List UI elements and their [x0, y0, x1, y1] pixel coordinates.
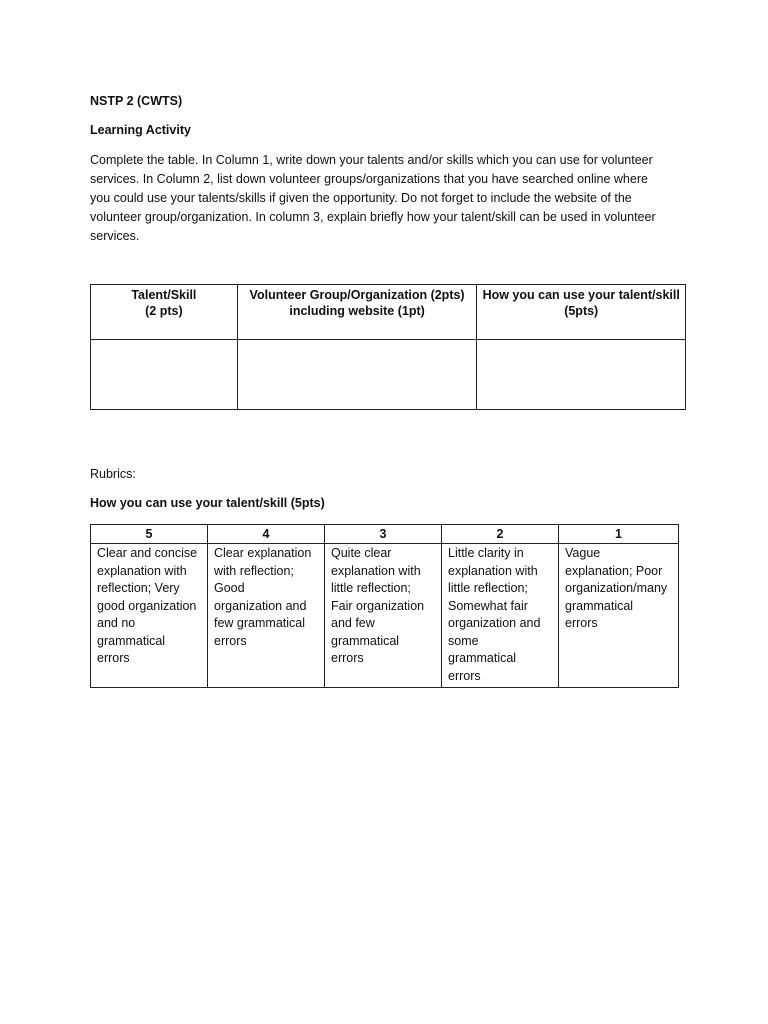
- activity-header-row: [91, 285, 686, 340]
- instructions-line: volunteer group/organization. In column 3, explain briefly how your talent/skill can be used in volunteer: [90, 210, 656, 224]
- description-line: Clear and concise: [97, 546, 198, 560]
- description-line: explanation with: [331, 563, 421, 578]
- description-line: Good: [214, 581, 245, 595]
- instructions-line: services. In Column 2, list down volunteer groups/organizations that you have searched online where: [90, 172, 648, 186]
- header-line: Volunteer Group/Organization (2pts): [249, 288, 465, 302]
- rubrics-label: Rubrics:: [90, 467, 136, 481]
- header-volunteer-group: [237, 285, 477, 340]
- description-score-4: [208, 544, 325, 688]
- activity-table: [90, 284, 686, 410]
- score-3: 3: [325, 525, 442, 544]
- rubric-table: [90, 524, 679, 688]
- course-title: NSTP 2 (CWTS): [90, 94, 183, 108]
- description-line: explanation with: [97, 563, 187, 578]
- score-1: 1: [559, 525, 679, 544]
- description-line: and few: [331, 616, 375, 630]
- header-line: How you can use your talent/skill: [482, 288, 680, 302]
- instructions-line: Complete the table. In Column 1, write down your talents and/or skills which you can use for volunteer: [90, 153, 653, 167]
- description-line: some: [448, 633, 479, 648]
- description-line: grammatical: [331, 633, 400, 648]
- description-line: explanation with: [448, 563, 538, 578]
- description-line: organization and: [214, 598, 307, 613]
- description-line: Quite clear: [331, 546, 392, 560]
- answer-cell-usage[interactable]: [477, 340, 686, 410]
- description-line: errors: [214, 633, 247, 648]
- description-score-3: [325, 544, 442, 688]
- description-line: Vague: [565, 546, 601, 560]
- activity-title: Learning Activity: [90, 123, 191, 137]
- description-line: grammatical: [565, 598, 634, 613]
- description-line: with reflection;: [214, 563, 294, 578]
- description-line: organization and: [448, 616, 541, 630]
- header-line: (2 pts): [145, 304, 183, 318]
- header-line: (5pts): [564, 304, 599, 318]
- instructions-paragraph: [90, 151, 680, 246]
- header-line: including website (1pt): [289, 304, 425, 318]
- description-line: reflection; Very: [97, 581, 180, 595]
- instructions-line: you could use your talents/skills if given the opportunity. Do not forget to include the website of the: [90, 191, 632, 205]
- description-score-2: [442, 544, 559, 688]
- description-line: organization/many: [565, 581, 668, 595]
- description-line: Little clarity in: [448, 546, 524, 560]
- description-line: good organization: [97, 598, 197, 613]
- description-score-5: [91, 544, 208, 688]
- description-line: Fair organization: [331, 598, 425, 613]
- description-line: grammatical: [448, 651, 517, 665]
- description-line: little reflection;: [448, 581, 528, 595]
- description-line: little reflection;: [331, 581, 411, 595]
- header-how-to-use: [477, 285, 686, 340]
- rubric-title: How you can use your talent/skill (5pts): [90, 496, 325, 510]
- score-4: 4: [208, 525, 325, 544]
- answer-cell-talent[interactable]: [91, 340, 238, 410]
- description-line: errors: [331, 651, 364, 665]
- description-line: few grammatical: [214, 616, 305, 630]
- description-line: Somewhat fair: [448, 598, 528, 613]
- description-line: errors: [97, 651, 130, 665]
- instructions-line: services.: [90, 229, 140, 243]
- description-line: and no: [97, 616, 136, 630]
- rubric-description-row: [91, 544, 679, 688]
- description-line: grammatical: [97, 633, 166, 648]
- activity-answer-row: [91, 340, 686, 410]
- description-score-1: [559, 544, 679, 688]
- header-line: Talent/Skill: [131, 288, 197, 302]
- description-line: errors: [565, 616, 598, 630]
- description-line: Clear explanation: [214, 546, 312, 560]
- answer-cell-group[interactable]: [237, 340, 477, 410]
- description-line: errors: [448, 668, 481, 683]
- description-line: explanation; Poor: [565, 563, 663, 578]
- rubric-score-row: [91, 525, 679, 544]
- header-talent-skill: [91, 285, 238, 340]
- score-2: 2: [442, 525, 559, 544]
- score-5: 5: [91, 525, 208, 544]
